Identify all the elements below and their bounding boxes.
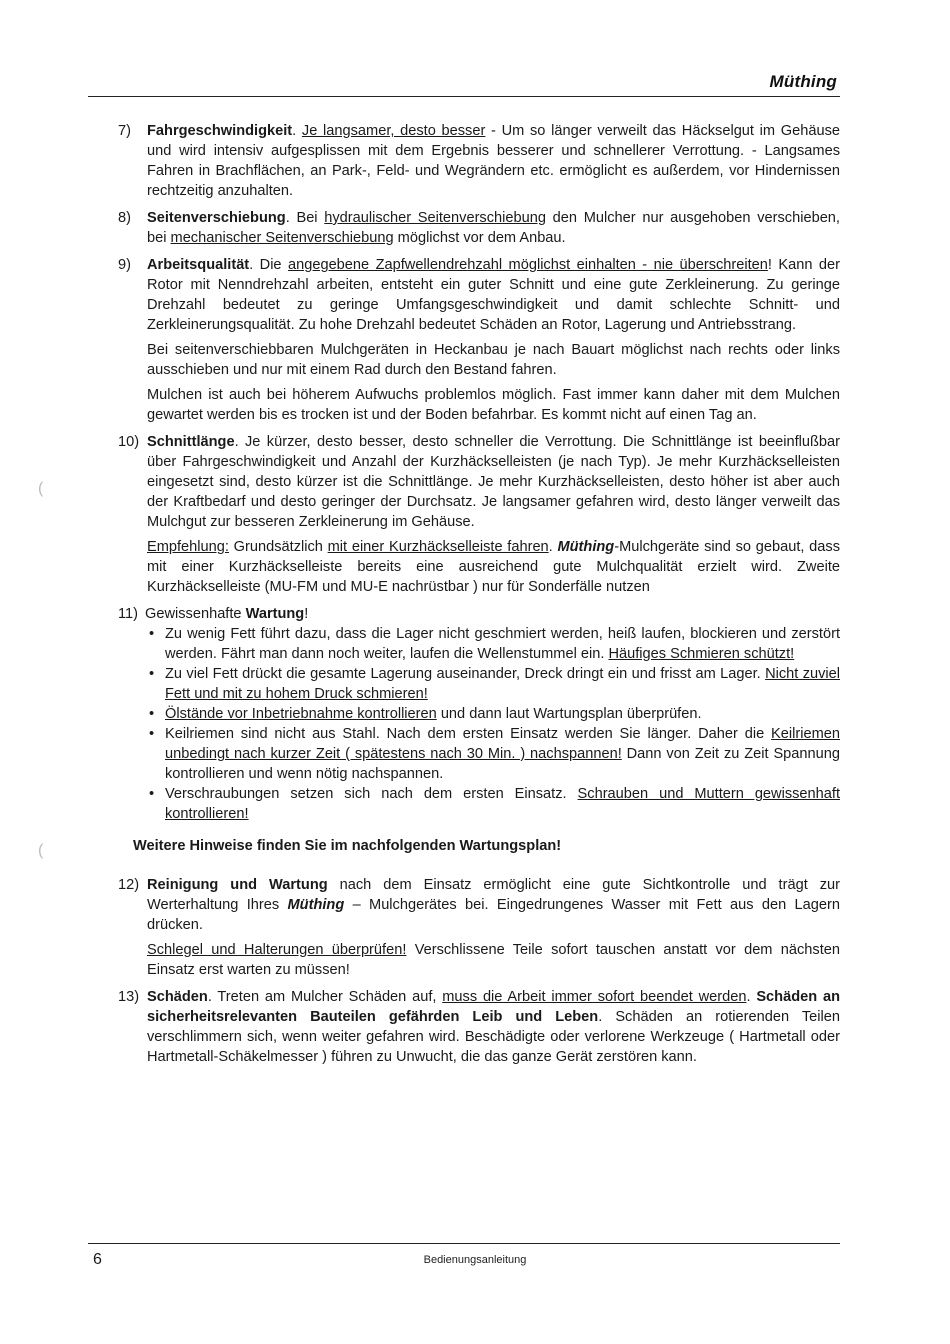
bullet-text xyxy=(165,704,840,724)
list-item xyxy=(118,121,840,201)
bold-text: Arbeitsqualität xyxy=(147,257,250,273)
bold-text: Fahrgeschwindigkeit xyxy=(147,123,293,139)
bullet-item xyxy=(147,784,840,824)
bold-text: Schnittlänge xyxy=(147,434,235,450)
bullet-text xyxy=(165,724,840,784)
text-run: Grundsätzlich xyxy=(228,539,328,555)
paragraph xyxy=(147,875,840,935)
paragraph xyxy=(147,940,840,980)
instruction-list-continued xyxy=(118,875,840,1067)
text-run: – Mulchgerätes bei. Eingedrungenes Wasser mit Fett aus den Lagern drücken. xyxy=(147,897,840,933)
text-run: -Mulchgeräte sind so gebaut, dass mit einer Kurzhäckselleiste bereits eine ausreichend gute Mulchqualität erzielt wird. Zweite Kurzhäckselleiste (MU-FM und MU-E nachrüstbar ) nur für Sonderfälle nutzen xyxy=(147,539,840,595)
brand-logo: Müthing xyxy=(769,72,837,91)
bullet-icon: • xyxy=(149,786,155,802)
bold-text: Schäden an sicherheitsrelevanten Bauteilen gefährden Leib und Leben xyxy=(147,989,840,1025)
text-run: und dann laut Wartungsplan überprüfen. xyxy=(436,706,702,722)
footer-title: Bedienungsanleitung xyxy=(423,1254,527,1266)
item-body xyxy=(147,432,840,597)
page-number: 6 xyxy=(93,1251,102,1268)
text-run: . Die xyxy=(249,257,288,273)
text-run: Zu viel Fett drückt die gesamte Lagerung auseinander, Dreck dringt ein und frisst am Lager. xyxy=(165,666,766,682)
text-run: Keilriemen sind nicht aus Stahl. Nach dem ersten Einsatz werden Sie länger. Daher die xyxy=(165,726,772,742)
text-run: den Mulcher nur ausgehoben verschieben, bei xyxy=(147,210,840,246)
underlined-text: mechanischer Seitenverschiebung xyxy=(170,230,394,246)
text-run: . Schäden an rotierenden Teilen verschlimmern sich, wenn weiter gefahren wird. Beschädigte oder verlorene Werkzeuge ( Hartmetall oder Hartmetall-Schäkelmesser ) führen zu Unwucht, die das ganze Gerät zerstören kann. xyxy=(147,1009,840,1065)
text-run: Gewissenhafte xyxy=(145,606,246,622)
text-run: . xyxy=(548,539,558,555)
bullet-text xyxy=(165,624,840,664)
item-body xyxy=(147,121,840,201)
item-body xyxy=(147,875,840,980)
list-item xyxy=(118,987,840,1067)
text-run: . xyxy=(292,123,302,139)
maintenance-plan-notice: Weitere Hinweise finden Sie im nachfolgenden Wartungsplan! xyxy=(133,838,562,854)
bullet-item xyxy=(147,664,840,704)
brand-name: Müthing xyxy=(287,897,345,913)
underlined-text: hydraulischer Seitenverschiebung xyxy=(324,210,546,226)
item-body xyxy=(147,987,840,1067)
underlined-text: Je langsamer, desto besser xyxy=(301,123,486,139)
underlined-text: Nicht zuviel Fett und mit zu hohem Druck schmieren! xyxy=(165,666,841,702)
margin-mark: ( xyxy=(38,842,44,859)
text-run: . Treten am Mulcher Schäden auf, xyxy=(207,989,443,1005)
list-item xyxy=(118,255,840,425)
item-number: 11) xyxy=(118,606,139,622)
bold-text: Reinigung und Wartung xyxy=(147,877,328,893)
underlined-text: Schrauben und Muttern gewissenhaft kontrollieren! xyxy=(165,786,841,822)
text-run: ! xyxy=(304,606,309,622)
text-run: Bei seitenverschiebbaren Mulchgeräten in Heckanbau je nach Bauart möglichst nach rechts oder links ausschieben und nur mit einem Rad durch den Bestand fahren. xyxy=(147,342,840,378)
item-number: 8) xyxy=(118,210,131,226)
text-run: . Bei xyxy=(285,210,325,226)
item-number: 13) xyxy=(118,989,140,1005)
bullet-text xyxy=(165,784,840,824)
item-number: 12) xyxy=(118,877,140,893)
bullet-icon: • xyxy=(149,726,155,742)
margin-mark: ( xyxy=(38,480,44,497)
paragraph xyxy=(147,208,840,248)
text-run: möglichst vor dem Anbau. xyxy=(393,230,566,246)
text-run: Dann von Zeit zu Zeit Spannung kontrollieren und wenn nötig nachspannen. xyxy=(165,746,840,782)
bullet-item xyxy=(147,704,840,724)
text-run: nach dem Einsatz ermöglicht eine gute Sichtkontrolle und trägt zur Werterhaltung Ihres xyxy=(147,877,840,913)
paragraph xyxy=(147,987,840,1067)
bold-text: Wartung xyxy=(245,606,305,622)
bold-text: Seitenverschiebung xyxy=(147,210,286,226)
underlined-text: Keilriemen unbedingt nach kurzer Zeit ( spätestens nach 30 Min. ) nachspannen! xyxy=(165,726,840,762)
text-run: . xyxy=(746,989,757,1005)
list-item xyxy=(118,432,840,597)
underlined-text: mit einer Kurzhäckselleiste fahren xyxy=(327,539,549,555)
paragraph xyxy=(147,432,840,532)
text-run: Zu wenig Fett führt dazu, dass die Lager nicht geschmiert werden, heiß laufen, blockieren und zerstört werden. Fährt man dann noch weiter, laufen die Wellenstummel ein. xyxy=(165,626,840,662)
item-number: 10) xyxy=(118,434,140,450)
bullet-icon: • xyxy=(149,626,155,642)
paragraph xyxy=(145,604,840,624)
paragraph xyxy=(147,385,840,425)
bullet-item xyxy=(147,724,840,784)
paragraph xyxy=(147,121,840,201)
text-run: . Je kürzer, desto besser, desto schneller die Verrottung. Die Schnittlänge ist beeinflußbar über Fahrgeschwindigkeit und Anzahl der Kurzhäckselleisten (je nach Typ). Je mehr Kurzhäckselleisten eingesetzt sind, desto kürzer ist die Schnittlänge. Je mehr Kurzhäckselleisten, desto höher ist aber auch der Kraftbedarf und desto geringer der Durchsatz. Je langsamer gefahren wird, desto länger verweilt das Mulchgut zur besseren Zerkleinerung im Gehäuse. xyxy=(147,434,840,530)
footer-rule xyxy=(88,1243,840,1244)
underlined-text: Ölstände vor Inbetriebnahme kontrollieren xyxy=(165,706,437,722)
text-run: Verschlissene Teile sofort tauschen anstatt vor dem nächsten Einsatz erst warten zu müssen! xyxy=(147,942,840,978)
underlined-text: Empfehlung: xyxy=(147,539,229,555)
underlined-text: muss die Arbeit immer sofort beendet werden xyxy=(442,989,747,1005)
bullet-list xyxy=(147,624,840,824)
underlined-text: angegebene Zapfwellendrehzahl möglichst einhalten - nie überschreiten xyxy=(287,257,768,273)
list-item xyxy=(118,208,840,248)
brand-name: Müthing xyxy=(557,539,615,555)
paragraph xyxy=(147,537,840,597)
item-number: 7) xyxy=(118,123,131,139)
list-item xyxy=(118,604,840,824)
text-run: - Um so länger verweilt das Häckselgut im Gehäuse und wird intensiv aufgesplissen mit dem Ergebnis besserer und schnellerer Verrottung. - Langsames Fahren in Brachflächen, an Park-, Feld- und Wegrändern etc. ermöglicht es außerdem, vor Hindernissen rechtzeitig anzuhalten. xyxy=(147,123,841,199)
paragraph xyxy=(147,255,840,335)
instruction-list xyxy=(118,121,840,824)
bullet-icon: • xyxy=(149,666,155,682)
bullet-text xyxy=(165,664,840,704)
text-run: ! Kann der Rotor mit Nenndrehzahl arbeiten, entsteht ein guter Schnitt und eine gute Zerkleinerung. Zu geringe Drehzahl bedeutet zu geringe Umfangsgeschwindigkeit und damit schlechte Schnitt- und Zerkleinerungsqualität. Zu hohe Drehzahl bedeutet Schäden an Rotor, Lagerung und Antriebsstrang. xyxy=(147,257,841,333)
paragraph xyxy=(147,340,840,380)
text-run: Mulchen ist auch bei höherem Aufwuchs problemlos möglich. Fast immer kann daher mit dem Mulchen gewartet werden bis es trocken ist und der Boden befahrbar. Es kommt nicht auf einen Tag an. xyxy=(147,387,840,423)
underlined-text: Häufiges Schmieren schützt! xyxy=(608,646,795,662)
bullet-icon: • xyxy=(149,706,155,722)
item-body xyxy=(147,604,840,824)
bullet-item xyxy=(147,624,840,664)
item-body xyxy=(147,255,840,425)
text-run: Verschraubungen setzen sich nach dem ersten Einsatz. xyxy=(165,786,578,802)
item-number: 9) xyxy=(118,257,131,273)
header-rule xyxy=(88,96,840,97)
underlined-text: Schlegel und Halterungen überprüfen! xyxy=(147,942,407,958)
item-body xyxy=(147,208,840,248)
page-content xyxy=(118,121,840,1074)
bold-text: Schäden xyxy=(147,989,208,1005)
list-item xyxy=(118,875,840,980)
